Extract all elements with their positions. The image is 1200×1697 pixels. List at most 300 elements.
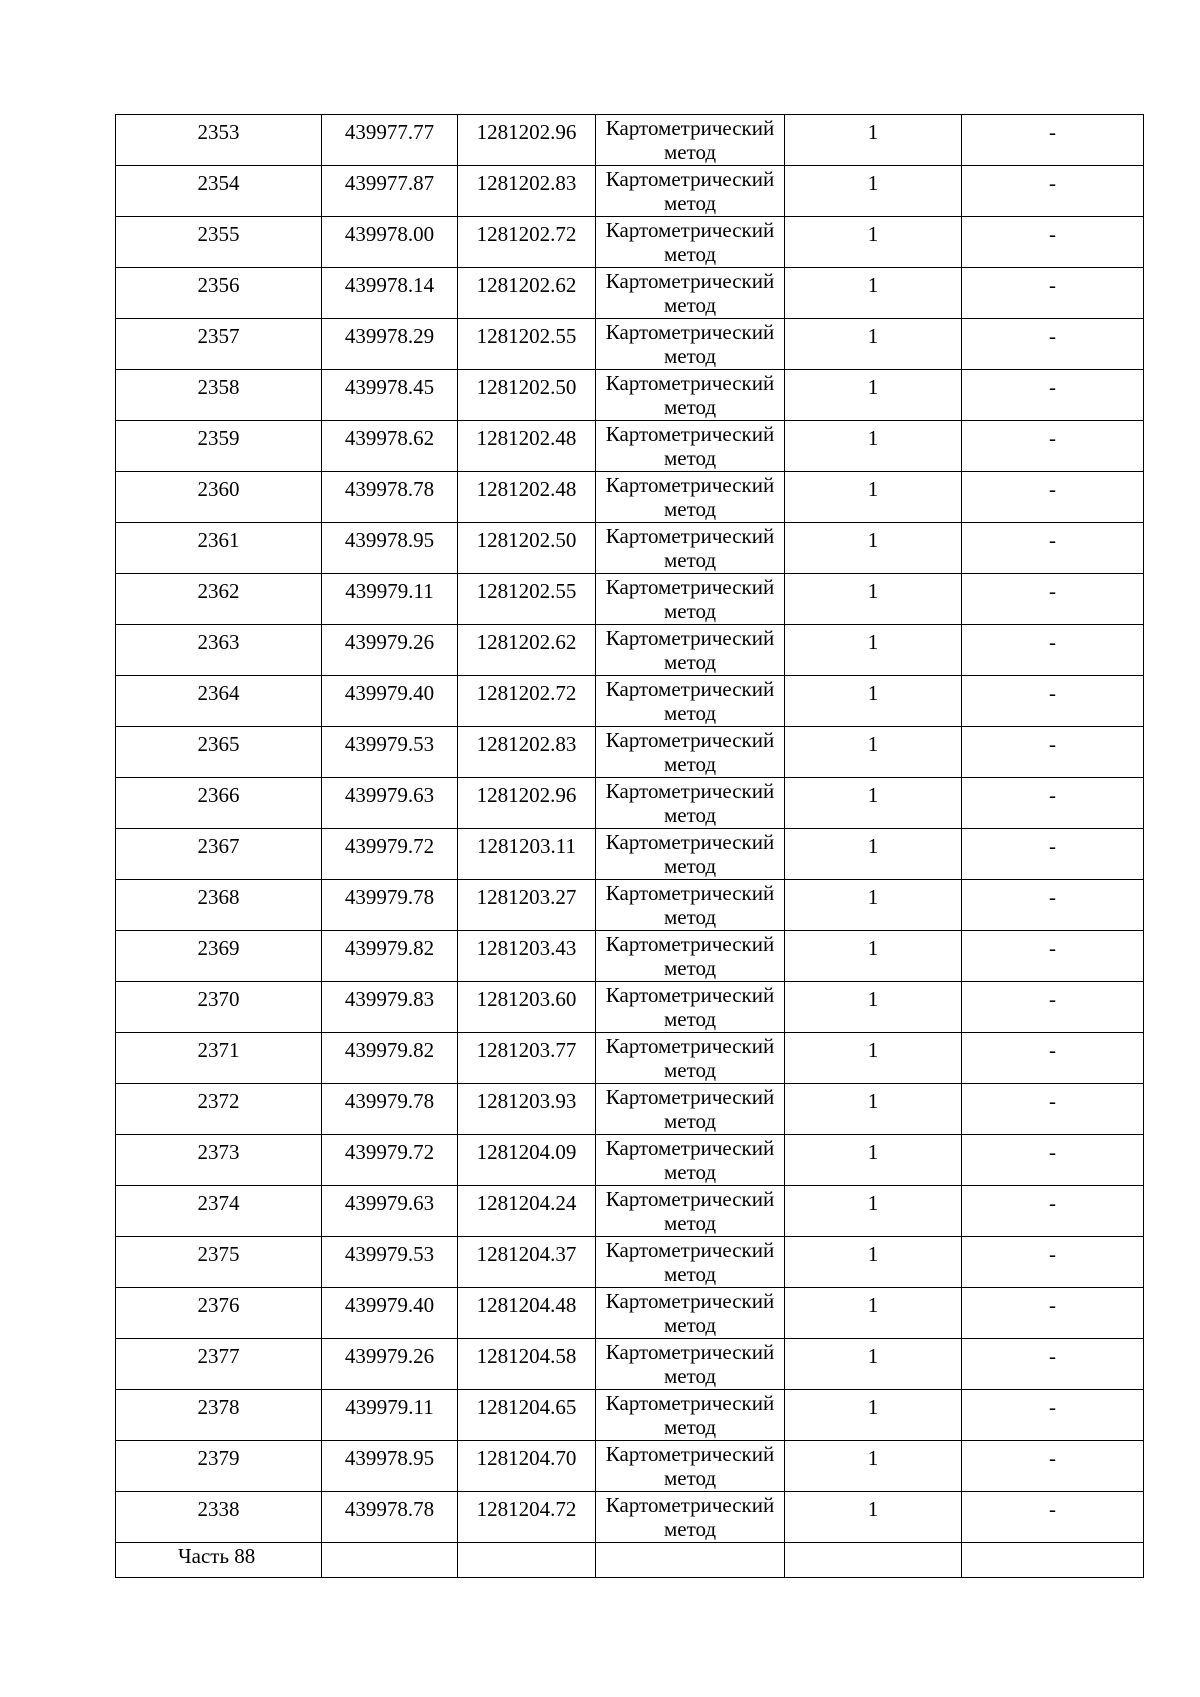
- accuracy-value: 1: [867, 528, 879, 552]
- y-coordinate-cell: [458, 1084, 596, 1135]
- y-coordinate: 1281202.83: [476, 732, 577, 756]
- method-line-2: метод: [663, 446, 717, 470]
- point-number-cell: [116, 472, 322, 523]
- part-label: Часть 88: [116, 1543, 322, 1578]
- description-cell: [962, 1339, 1144, 1390]
- table-row: [116, 778, 1144, 829]
- point-number: 2364: [197, 681, 240, 705]
- method-line-1: Картометрический: [605, 1340, 775, 1364]
- point-number-cell: [116, 727, 322, 778]
- point-number: 2362: [197, 579, 240, 603]
- x-coordinate: 439979.11: [345, 579, 434, 603]
- description-cell: [962, 1492, 1144, 1543]
- table-row: [116, 217, 1144, 268]
- x-coordinate: 439979.78: [344, 1089, 435, 1113]
- description-cell: [962, 880, 1144, 931]
- accuracy-cell: [785, 1441, 962, 1492]
- point-number-cell: [116, 1237, 322, 1288]
- x-coordinate-cell: [322, 778, 458, 829]
- y-coordinate-cell: [458, 166, 596, 217]
- point-number-cell: [116, 778, 322, 829]
- y-coordinate-cell: [458, 319, 596, 370]
- y-coordinate-cell: [458, 1441, 596, 1492]
- accuracy-cell: [785, 370, 962, 421]
- y-coordinate: 1281204.70: [476, 1446, 577, 1470]
- x-coordinate: 439979.82: [344, 936, 435, 960]
- y-coordinate-cell: [458, 268, 596, 319]
- accuracy-value: 1: [867, 1344, 879, 1368]
- point-number-cell: [116, 829, 322, 880]
- accuracy-value: 1: [867, 120, 879, 144]
- y-coordinate: 1281202.50: [476, 375, 577, 399]
- point-number-cell: [116, 1288, 322, 1339]
- method-line-1: Картометрический: [605, 830, 775, 854]
- accuracy-cell: [785, 472, 962, 523]
- x-coordinate-cell: [322, 829, 458, 880]
- y-coordinate-cell: [458, 1237, 596, 1288]
- accuracy-cell: [785, 880, 962, 931]
- y-coordinate: 1281204.24: [476, 1191, 577, 1215]
- y-coordinate-cell: [458, 676, 596, 727]
- accuracy-value: 1: [867, 1395, 879, 1419]
- description-value: -: [1049, 1191, 1056, 1215]
- x-coordinate: 439979.53: [344, 1242, 435, 1266]
- x-coordinate-cell: [322, 1135, 458, 1186]
- description-cell: [962, 1186, 1144, 1237]
- method-cell: [596, 1390, 785, 1441]
- x-coordinate-cell: [322, 421, 458, 472]
- x-coordinate-cell: [322, 1492, 458, 1543]
- method-line-2: метод: [663, 1466, 717, 1490]
- description-value: -: [1049, 1038, 1056, 1062]
- y-coordinate: 1281203.43: [476, 936, 577, 960]
- description-value: -: [1049, 579, 1056, 603]
- x-coordinate-cell: [322, 217, 458, 268]
- x-coordinate: 439978.29: [344, 324, 435, 348]
- y-coordinate-cell: [458, 523, 596, 574]
- x-coordinate-cell: [322, 982, 458, 1033]
- x-coordinate: 439977.77: [344, 120, 435, 144]
- table-row: [116, 1492, 1144, 1543]
- y-coordinate-cell: [458, 217, 596, 268]
- accuracy-value: 1: [867, 1191, 879, 1215]
- method-line-1: Картометрический: [605, 218, 775, 242]
- description-value: -: [1049, 222, 1056, 246]
- method-line-2: метод: [663, 344, 717, 368]
- point-number-cell: [116, 1390, 322, 1441]
- accuracy-value: 1: [867, 630, 879, 654]
- description-value: -: [1049, 528, 1056, 552]
- accuracy-value: 1: [867, 324, 879, 348]
- part-footer-row: [116, 1543, 1144, 1578]
- method-line-2: метод: [663, 803, 717, 827]
- point-number: 2368: [197, 885, 240, 909]
- point-number-cell: [116, 319, 322, 370]
- point-number-cell: [116, 982, 322, 1033]
- description-cell: [962, 1033, 1144, 1084]
- x-coordinate: 439979.63: [344, 1191, 435, 1215]
- x-coordinate: 439979.72: [344, 1140, 435, 1164]
- point-number: 2374: [197, 1191, 240, 1215]
- y-coordinate: 1281204.48: [476, 1293, 577, 1317]
- method-line-2: метод: [663, 1007, 717, 1031]
- y-coordinate: 1281202.96: [476, 783, 577, 807]
- method-cell: [596, 370, 785, 421]
- point-number-cell: [116, 676, 322, 727]
- method-cell: [596, 166, 785, 217]
- accuracy-value: 1: [867, 222, 879, 246]
- y-coordinate: 1281202.83: [476, 171, 577, 195]
- method-cell: [596, 1084, 785, 1135]
- point-number: 2356: [197, 273, 240, 297]
- method-line-1: Картометрический: [605, 320, 775, 344]
- point-number-cell: [116, 523, 322, 574]
- method-cell: [596, 115, 785, 166]
- accuracy-value: 1: [867, 171, 879, 195]
- method-line-1: Картометрический: [605, 371, 775, 395]
- accuracy-cell: [785, 778, 962, 829]
- x-coordinate-cell: [322, 574, 458, 625]
- y-coordinate: 1281202.48: [476, 426, 577, 450]
- x-coordinate: 439978.62: [344, 426, 435, 450]
- description-value: -: [1049, 1497, 1056, 1521]
- y-coordinate-cell: [458, 931, 596, 982]
- y-coordinate-cell: [458, 574, 596, 625]
- method-line-2: метод: [663, 497, 717, 521]
- method-line-1: Картометрический: [605, 1391, 775, 1415]
- method-cell: [596, 880, 785, 931]
- point-number: 2375: [197, 1242, 240, 1266]
- point-number-cell: [116, 931, 322, 982]
- description-value: -: [1049, 732, 1056, 756]
- table-row: [116, 676, 1144, 727]
- description-value: -: [1049, 987, 1056, 1011]
- point-number-cell: [116, 1084, 322, 1135]
- y-coordinate-cell: [458, 1186, 596, 1237]
- accuracy-value: 1: [867, 681, 879, 705]
- description-value: -: [1049, 171, 1056, 195]
- method-cell: [596, 778, 785, 829]
- accuracy-value: 1: [867, 1293, 879, 1317]
- description-cell: [962, 931, 1144, 982]
- point-number: 2366: [197, 783, 240, 807]
- y-coordinate: 1281203.11: [477, 834, 576, 858]
- y-coordinate: 1281202.62: [476, 273, 577, 297]
- x-coordinate-cell: [322, 1390, 458, 1441]
- y-coordinate-cell: [458, 1033, 596, 1084]
- accuracy-cell: [785, 625, 962, 676]
- accuracy-cell: [785, 1186, 962, 1237]
- table-row: [116, 1186, 1144, 1237]
- method-line-1: Картометрический: [605, 167, 775, 191]
- table-row: [116, 166, 1144, 217]
- accuracy-cell: [785, 1288, 962, 1339]
- accuracy-cell: [785, 1237, 962, 1288]
- x-coordinate-cell: [322, 1186, 458, 1237]
- point-number: 2370: [197, 987, 240, 1011]
- description-cell: [962, 982, 1144, 1033]
- table-row: [116, 1390, 1144, 1441]
- accuracy-value: 1: [867, 375, 879, 399]
- x-coordinate: 439979.78: [344, 885, 435, 909]
- method-line-1: Картометрический: [605, 728, 775, 752]
- y-coordinate-cell: [458, 1339, 596, 1390]
- description-cell: [962, 472, 1144, 523]
- x-coordinate-cell: [322, 115, 458, 166]
- y-coordinate: 1281203.27: [476, 885, 577, 909]
- accuracy-cell: [785, 1135, 962, 1186]
- description-value: -: [1049, 630, 1056, 654]
- y-coordinate: 1281203.77: [476, 1038, 577, 1062]
- coordinates-table: [115, 114, 1144, 1578]
- accuracy-cell: [785, 421, 962, 472]
- y-coordinate: 1281204.65: [476, 1395, 577, 1419]
- y-coordinate: 1281204.58: [476, 1344, 577, 1368]
- empty-cell: [458, 1543, 596, 1578]
- y-coordinate: 1281202.72: [476, 681, 577, 705]
- description-cell: [962, 217, 1144, 268]
- method-line-2: метод: [663, 140, 717, 164]
- method-line-2: метод: [663, 599, 717, 623]
- table-row: [116, 472, 1144, 523]
- point-number: 2355: [197, 222, 240, 246]
- x-coordinate: 439979.40: [344, 681, 435, 705]
- accuracy-value: 1: [867, 1038, 879, 1062]
- accuracy-value: 1: [867, 732, 879, 756]
- y-coordinate: 1281202.62: [476, 630, 577, 654]
- x-coordinate: 439978.14: [344, 273, 435, 297]
- y-coordinate: 1281202.55: [476, 579, 577, 603]
- description-value: -: [1049, 936, 1056, 960]
- point-number-cell: [116, 574, 322, 625]
- method-line-2: метод: [663, 752, 717, 776]
- point-number: 2360: [197, 477, 240, 501]
- method-line-2: метод: [663, 956, 717, 980]
- accuracy-value: 1: [867, 783, 879, 807]
- x-coordinate: 439979.82: [344, 1038, 435, 1062]
- method-line-1: Картометрический: [605, 422, 775, 446]
- table-row: [116, 268, 1144, 319]
- method-line-1: Картометрический: [605, 677, 775, 701]
- x-coordinate: 439979.26: [344, 1344, 435, 1368]
- accuracy-cell: [785, 1339, 962, 1390]
- method-cell: [596, 268, 785, 319]
- description-value: -: [1049, 1089, 1056, 1113]
- description-cell: [962, 523, 1144, 574]
- y-coordinate: 1281203.93: [476, 1089, 577, 1113]
- table-row: [116, 1237, 1144, 1288]
- table-row: [116, 931, 1144, 982]
- empty-cell: [596, 1543, 785, 1578]
- accuracy-cell: [785, 1084, 962, 1135]
- table-row: [116, 1033, 1144, 1084]
- table-row: [116, 523, 1144, 574]
- point-number-cell: [116, 268, 322, 319]
- x-coordinate-cell: [322, 523, 458, 574]
- y-coordinate-cell: [458, 727, 596, 778]
- y-coordinate-cell: [458, 625, 596, 676]
- accuracy-cell: [785, 115, 962, 166]
- description-value: -: [1049, 324, 1056, 348]
- x-coordinate-cell: [322, 727, 458, 778]
- table-row: [116, 625, 1144, 676]
- method-line-1: Картометрический: [605, 1136, 775, 1160]
- accuracy-cell: [785, 982, 962, 1033]
- description-value: -: [1049, 834, 1056, 858]
- y-coordinate-cell: [458, 115, 596, 166]
- description-value: -: [1049, 273, 1056, 297]
- table-row: [116, 829, 1144, 880]
- point-number: 2367: [197, 834, 240, 858]
- description-cell: [962, 676, 1144, 727]
- method-line-1: Картометрический: [605, 1034, 775, 1058]
- x-coordinate: 439979.72: [344, 834, 435, 858]
- method-cell: [596, 676, 785, 727]
- method-line-2: метод: [663, 701, 717, 725]
- description-cell: [962, 1237, 1144, 1288]
- empty-cell: [785, 1543, 962, 1578]
- description-cell: [962, 1288, 1144, 1339]
- table-row: [116, 319, 1144, 370]
- description-value: -: [1049, 885, 1056, 909]
- empty-cell: [322, 1543, 458, 1578]
- point-number-cell: [116, 370, 322, 421]
- method-cell: [596, 1339, 785, 1390]
- table-row: [116, 982, 1144, 1033]
- x-coordinate-cell: [322, 880, 458, 931]
- accuracy-value: 1: [867, 477, 879, 501]
- accuracy-cell: [785, 217, 962, 268]
- method-line-1: Картометрический: [605, 1238, 775, 1262]
- x-coordinate-cell: [322, 319, 458, 370]
- description-cell: [962, 166, 1144, 217]
- point-number-cell: [116, 421, 322, 472]
- accuracy-cell: [785, 574, 962, 625]
- point-number: 2338: [197, 1497, 240, 1521]
- method-cell: [596, 1288, 785, 1339]
- description-cell: [962, 625, 1144, 676]
- y-coordinate-cell: [458, 778, 596, 829]
- table-row: [116, 574, 1144, 625]
- point-number-cell: [116, 1186, 322, 1237]
- description-cell: [962, 115, 1144, 166]
- x-coordinate-cell: [322, 370, 458, 421]
- description-value: -: [1049, 1140, 1056, 1164]
- method-line-2: метод: [663, 1262, 717, 1286]
- accuracy-cell: [785, 829, 962, 880]
- method-cell: [596, 1441, 785, 1492]
- method-line-1: Картометрический: [605, 473, 775, 497]
- x-coordinate-cell: [322, 1084, 458, 1135]
- method-line-2: метод: [663, 395, 717, 419]
- y-coordinate: 1281203.60: [476, 987, 577, 1011]
- y-coordinate-cell: [458, 1288, 596, 1339]
- y-coordinate-cell: [458, 370, 596, 421]
- description-value: -: [1049, 783, 1056, 807]
- point-number-cell: [116, 115, 322, 166]
- method-cell: [596, 421, 785, 472]
- method-line-1: Картометрический: [605, 1289, 775, 1313]
- point-number: 2361: [197, 528, 240, 552]
- method-line-2: метод: [663, 548, 717, 572]
- point-number-cell: [116, 880, 322, 931]
- y-coordinate-cell: [458, 829, 596, 880]
- table-row: [116, 1339, 1144, 1390]
- point-number-cell: [116, 217, 322, 268]
- description-cell: [962, 319, 1144, 370]
- method-line-2: метод: [663, 1415, 717, 1439]
- point-number-cell: [116, 1339, 322, 1390]
- y-coordinate-cell: [458, 472, 596, 523]
- y-coordinate: 1281202.55: [476, 324, 577, 348]
- y-coordinate-cell: [458, 1135, 596, 1186]
- method-cell: [596, 523, 785, 574]
- x-coordinate: 439978.95: [344, 1446, 435, 1470]
- x-coordinate: 439979.83: [344, 987, 435, 1011]
- accuracy-value: 1: [867, 834, 879, 858]
- point-number-cell: [116, 1033, 322, 1084]
- y-coordinate: 1281204.37: [476, 1242, 577, 1266]
- method-line-1: Картометрический: [605, 269, 775, 293]
- point-number: 2378: [197, 1395, 240, 1419]
- method-cell: [596, 574, 785, 625]
- y-coordinate: 1281204.09: [476, 1140, 577, 1164]
- x-coordinate-cell: [322, 472, 458, 523]
- point-number: 2353: [197, 120, 240, 144]
- x-coordinate-cell: [322, 268, 458, 319]
- description-value: -: [1049, 1395, 1056, 1419]
- accuracy-cell: [785, 166, 962, 217]
- accuracy-value: 1: [867, 1089, 879, 1113]
- description-value: -: [1049, 1344, 1056, 1368]
- point-number: 2358: [197, 375, 240, 399]
- method-cell: [596, 1186, 785, 1237]
- method-cell: [596, 1237, 785, 1288]
- method-line-2: метод: [663, 650, 717, 674]
- point-number: 2372: [197, 1089, 240, 1113]
- accuracy-value: 1: [867, 1242, 879, 1266]
- empty-cell: [962, 1543, 1144, 1578]
- method-line-1: Картометрический: [605, 983, 775, 1007]
- accuracy-cell: [785, 523, 962, 574]
- x-coordinate: 439977.87: [344, 171, 435, 195]
- accuracy-value: 1: [867, 579, 879, 603]
- description-cell: [962, 778, 1144, 829]
- x-coordinate: 439979.63: [344, 783, 435, 807]
- x-coordinate-cell: [322, 931, 458, 982]
- table-row: [116, 1084, 1144, 1135]
- point-number: 2357: [197, 324, 240, 348]
- description-cell: [962, 727, 1144, 778]
- table-row: [116, 1135, 1144, 1186]
- y-coordinate: 1281202.72: [476, 222, 577, 246]
- table-row: [116, 727, 1144, 778]
- method-cell: [596, 625, 785, 676]
- method-line-2: метод: [663, 1364, 717, 1388]
- y-coordinate-cell: [458, 1390, 596, 1441]
- point-number: 2379: [197, 1446, 240, 1470]
- point-number-cell: [116, 625, 322, 676]
- x-coordinate: 439978.00: [344, 222, 435, 246]
- y-coordinate-cell: [458, 1492, 596, 1543]
- x-coordinate: 439979.40: [344, 1293, 435, 1317]
- y-coordinate-cell: [458, 982, 596, 1033]
- method-cell: [596, 472, 785, 523]
- x-coordinate-cell: [322, 676, 458, 727]
- method-line-2: метод: [663, 1160, 717, 1184]
- method-cell: [596, 727, 785, 778]
- accuracy-cell: [785, 1390, 962, 1441]
